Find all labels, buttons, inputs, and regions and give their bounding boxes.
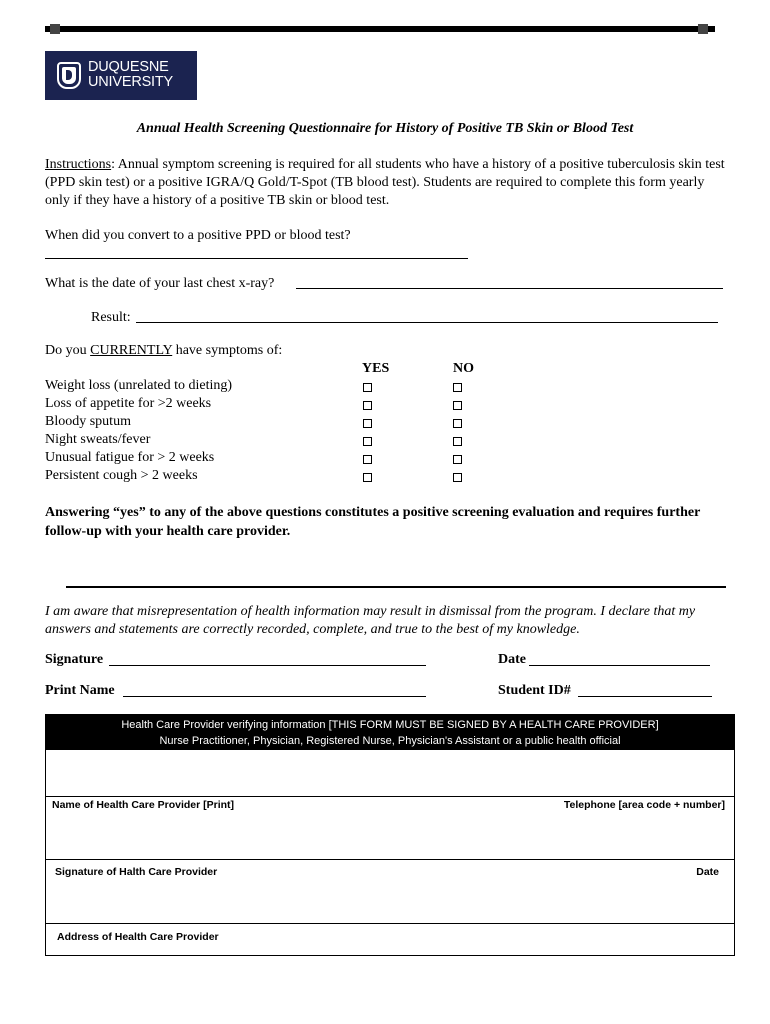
logo-line-2: UNIVERSITY [88,74,174,90]
date-line[interactable] [529,665,710,666]
symptoms-prompt [45,343,282,359]
no-checkbox[interactable] [453,401,462,410]
provider-rule [46,923,734,924]
student-id-label: Student ID# [498,683,571,698]
print-name-line[interactable] [123,696,426,697]
provider-signature-label: Signature of Halth Care Provider [55,866,218,878]
question-convert: When did you convert to a positive PPD or blood test? [45,228,351,243]
signature-label: Signature [45,652,104,667]
positive-screening-notice: Answering “yes” to any of the above questions constitutes a positive screening evaluation and requires further follow-up with your health care provider. [45,505,701,539]
provider-address-label: Address of Health Care Provider [57,931,219,943]
provider-header [46,715,734,750]
university-logo [45,51,197,100]
symptoms-prompt-post: have symptoms of: [172,343,283,358]
yes-checkbox[interactable] [363,383,372,392]
logo-line-1: DUQUESNE [88,59,169,75]
convert-answer-line[interactable] [45,258,468,259]
no-checkbox[interactable] [453,455,462,464]
declaration-text: I am aware that misrepresentation of health information may result in dismissal from the program. I declare that my answers and statements are correctly recorded, complete, and true to the best of my knowledge. [45,604,696,637]
result-answer-line[interactable] [136,322,718,323]
provider-name-label: Name of Health Care Provider [Print] [52,799,235,811]
symptom-item: Weight loss (unrelated to dieting) [45,378,233,393]
print-name-label: Print Name [45,683,115,698]
top-rule [45,26,715,32]
result-label: Result: [91,310,131,325]
signature-line[interactable] [109,665,426,666]
date-label: Date [498,652,526,667]
no-column-header: NO [453,361,474,376]
top-rule-right-cap [698,24,708,34]
no-checkbox[interactable] [453,437,462,446]
form-title: Annual Health Screening Questionnaire for History of Positive TB Skin or Blood Test [136,121,634,136]
section-divider [66,586,726,588]
symptoms-prompt-emphasis: CURRENTLY [90,343,173,358]
provider-phone-label: Telephone [area code + number] [563,799,725,811]
yes-column-header: YES [362,361,390,376]
provider-rule [46,796,734,797]
yes-checkbox[interactable] [363,455,372,464]
provider-date-label: Date [696,866,719,878]
provider-rule [46,859,734,860]
top-rule-left-cap [50,24,60,34]
symptom-item: Persistent cough > 2 weeks [45,468,198,483]
yes-checkbox[interactable] [363,401,372,410]
symptom-item: Night sweats/fever [45,432,151,447]
instructions-text: : Annual symptom screening is required for all students who have a history of a positive tuberculosis skin test (PPD skin test) or a positive IGRA/Q Gold/T-Spot (TB blood test). Students are required to complete this form yearly only if they have a history of a positive TB skin or blood test. [45,157,725,208]
yes-checkbox[interactable] [363,473,372,482]
provider-header-line-1: Health Care Provider verifying information [THIS FORM MUST BE SIGNED BY A HEALTH CARE PROVIDER] [121,719,659,731]
symptom-item: Unusual fatigue for > 2 weeks [45,450,215,465]
xray-answer-line[interactable] [296,288,723,289]
provider-header-line-2: Nurse Practitioner, Physician, Registered Nurse, Physician's Assistant or a public health official [159,735,621,747]
no-checkbox[interactable] [453,383,462,392]
student-id-line[interactable] [578,696,712,697]
provider-verification-box [45,714,735,956]
yes-checkbox[interactable] [363,419,372,428]
symptom-item: Loss of appetite for >2 weeks [45,396,212,411]
symptom-item: Bloody sputum [45,414,131,429]
no-checkbox[interactable] [453,419,462,428]
instructions [45,156,725,210]
symptoms-prompt-pre: Do you [45,343,91,358]
no-checkbox[interactable] [453,473,462,482]
shield-icon [57,62,81,89]
instructions-label: Instructions [45,157,112,172]
yes-checkbox[interactable] [363,437,372,446]
question-xray: What is the date of your last chest x-ray? [45,276,275,291]
